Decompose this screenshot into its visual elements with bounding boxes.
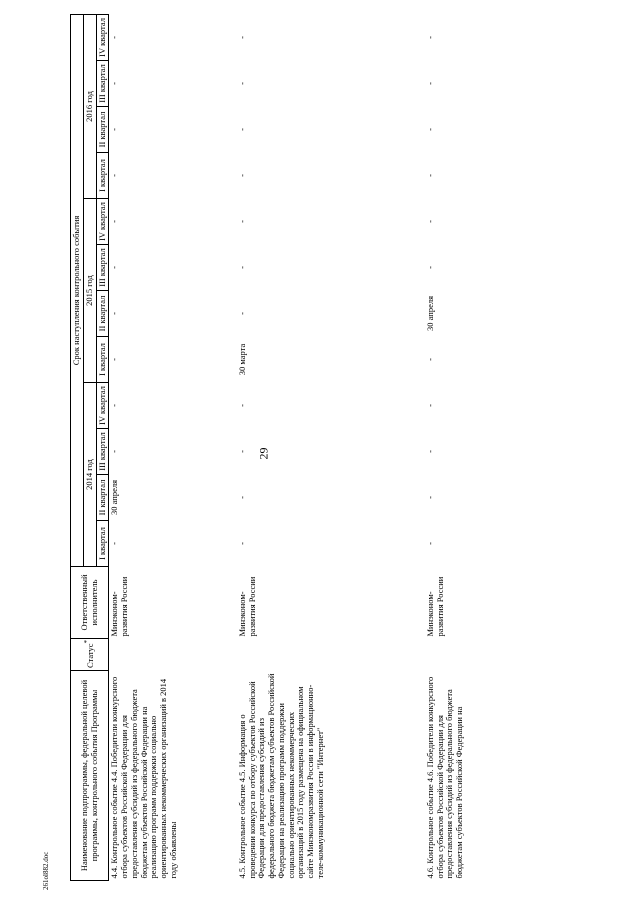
deadline-cell: - — [236, 174, 247, 177]
responsible-cell: Минэконом-развития России — [236, 576, 257, 637]
event-name-cell: 4.5. Контрольное событие 4.5. Информация о проведении конкурса по отбору субъектов Российской Федерации для предоставления субсидий из федерального бюджета бюджетам субъектов Российской Федерации на реализацию программ поддержки социально ориентированных некоммерческих организаций в 2015 году размещена на официальном сайте Минэкономразвития России в информационно-теле-коммуникационной сети "Интернет" — [236, 673, 325, 879]
header-quarter: IV квартал — [96, 383, 109, 429]
event-name-cell: 4.6. Контрольное событие 4.6. Победители конкурсного отбора субъектов Российской Федерации для предоставления субсидий из федерального бюджета бюджетам субъектов Российской Федерации на — [424, 676, 465, 879]
header-quarter: III квартал — [96, 245, 109, 291]
responsible-cell: Минэконом-развития России — [109, 576, 130, 637]
deadline-cell: - — [236, 542, 247, 545]
rotated-table-container — [70, 15, 618, 881]
deadline-cell: - — [236, 128, 247, 131]
deadline-cell: 30 марта — [236, 343, 247, 376]
header-deadline-group: Срок наступления контрольного события — [71, 14, 84, 566]
table-row — [425, 14, 521, 880]
header-quarter: IV квартал — [96, 199, 109, 245]
event-name-cell: 4.4. Контрольное событие 4.4. Победители конкурсного отбора субъектов Российской Федерации для предоставления субсидий из федерального бюджета бюджетам субъектов Российской Федерации на реализацию программ поддержки социально ориентированных некоммерческих организаций в 2014 году объявлены — [109, 676, 178, 879]
deadline-cell: - — [236, 220, 247, 223]
footer-doc-code: 261ol882.doc — [42, 851, 50, 890]
deadline-cell: - — [424, 36, 435, 39]
deadline-cell: - — [109, 404, 120, 407]
header-quarter: I квартал — [96, 521, 109, 567]
control-events-table — [70, 14, 521, 881]
deadline-cell: 30 апреля — [109, 480, 120, 516]
header-year-2014: 2014 год — [83, 383, 96, 567]
deadline-cell: - — [109, 220, 120, 223]
header-quarter: II квартал — [96, 475, 109, 521]
deadline-cell: - — [109, 266, 120, 269]
header-quarter: I квартал — [96, 337, 109, 383]
deadline-cell: - — [109, 36, 120, 39]
status-cell — [425, 639, 521, 671]
deadline-cell: - — [236, 36, 247, 39]
header-name-column: Наименование подпрограммы, федеральной целевой программы, контрольного события Программы — [71, 671, 109, 881]
deadline-cell: 30 апреля — [424, 296, 435, 332]
header-year-2015: 2015 год — [83, 199, 96, 383]
deadline-cell: - — [424, 404, 435, 407]
deadline-cell: - — [424, 542, 435, 545]
header-year-2016: 2016 год — [83, 14, 96, 198]
status-cell — [109, 639, 237, 671]
deadline-cell: - — [424, 450, 435, 453]
deadline-cell: - — [109, 128, 120, 131]
responsible-cell: Минэконом-развития России — [424, 576, 445, 637]
table-row — [237, 14, 425, 880]
deadline-cell: - — [236, 404, 247, 407]
deadline-cell: - — [424, 174, 435, 177]
deadline-cell: - — [236, 266, 247, 269]
deadline-cell: - — [424, 82, 435, 85]
deadline-cell: - — [109, 312, 120, 315]
deadline-cell: - — [424, 358, 435, 361]
deadline-cell: - — [109, 450, 120, 453]
table-row — [109, 14, 237, 880]
status-cell — [237, 639, 425, 671]
header-responsible-column: Ответственный исполнитель — [71, 567, 109, 639]
deadline-cell: - — [424, 128, 435, 131]
deadline-cell: - — [424, 266, 435, 269]
header-quarter: II квартал — [96, 291, 109, 337]
deadline-cell: - — [109, 82, 120, 85]
deadline-cell: - — [424, 220, 435, 223]
deadline-cell: - — [109, 174, 120, 177]
deadline-cell: - — [236, 82, 247, 85]
deadline-cell: - — [236, 450, 247, 453]
header-quarter: I квартал — [96, 153, 109, 199]
page-number: 29 — [256, 447, 271, 460]
header-quarter: III квартал — [96, 61, 109, 107]
deadline-cell: - — [236, 312, 247, 315]
deadline-cell: - — [236, 496, 247, 499]
deadline-cell: - — [424, 496, 435, 499]
header-quarter: II квартал — [96, 107, 109, 153]
deadline-cell: - — [109, 542, 120, 545]
header-quarter: IV квартал — [96, 14, 109, 60]
deadline-cell: - — [109, 358, 120, 361]
header-quarter: III квартал — [96, 429, 109, 475]
header-status-column: Статус* — [71, 639, 109, 671]
